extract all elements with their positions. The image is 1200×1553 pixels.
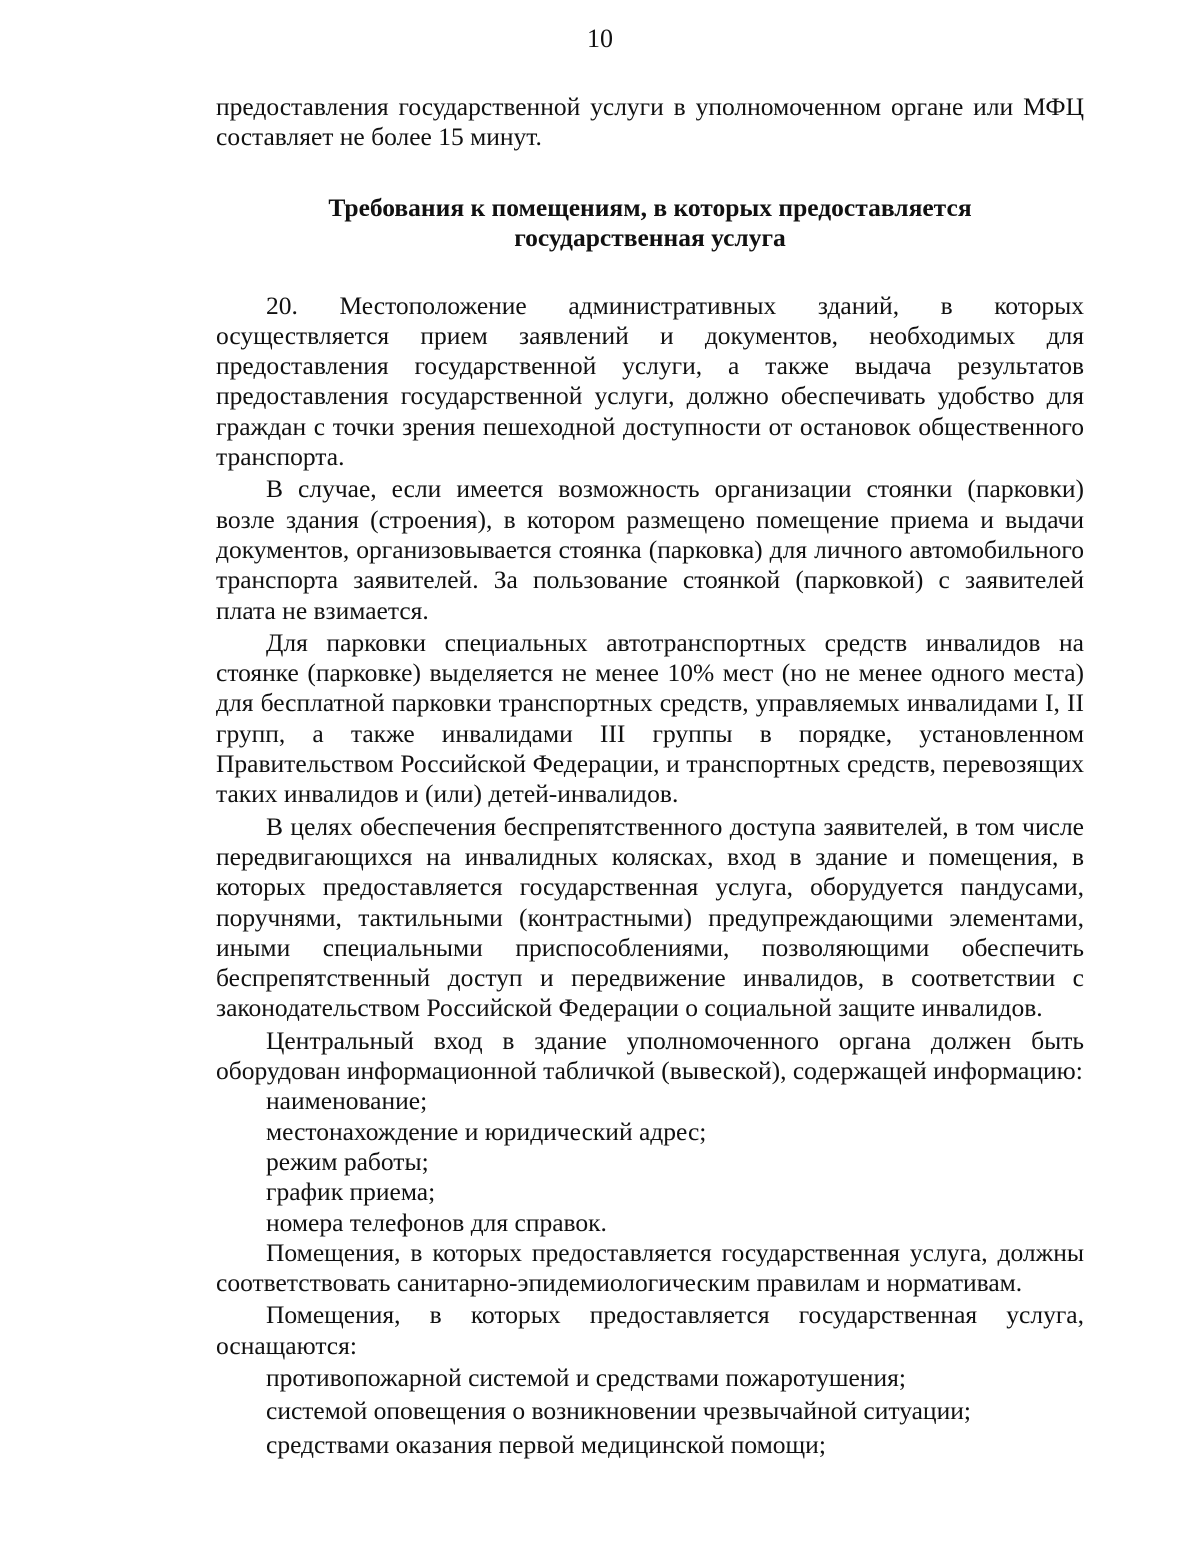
list-item: режим работы; [266, 1146, 429, 1176]
sign-info-list [216, 1086, 1084, 1237]
paragraph-entrance-sign: Центральный вход в здание уполномоченного органа должен быть оборудован информационной табличкой (вывеской), содержащей информацию: [216, 1025, 1084, 1086]
paragraph-disabled-parking: Для парковки специальных автотранспортных средств инвалидов на стоянке (парковке) выделяется не менее 10% мест (но не менее одного места) для бесплатной парковки транспортных средств, управляемых инвалидами I, II групп, а также инвалидами III группы в порядке, установленном Правительством Российской Федерации, и транспортных средств, перевозящих таких инвалидов и (или) детей-инвалидов. [216, 627, 1084, 809]
list-item: системой оповещения о возникновении чрезвычайной ситуации; [266, 1396, 971, 1426]
list-item: местонахождение и юридический адрес; [266, 1116, 707, 1146]
section-heading-line-1: Требования к помещениям, в которых предоставляется [328, 192, 972, 222]
list-item: номера телефонов для справок. [266, 1207, 607, 1237]
section-heading [216, 193, 1084, 253]
section-heading-line-2: государственная услуга [514, 222, 786, 252]
paragraph-equipment: Помещения, в которых предоставляется государственная услуга, оснащаются: [216, 1300, 1084, 1360]
paragraph-20-location: 20. Местоположение административных зданий, в которых осуществляется прием заявлений и документов, необходимых для предоставления государственной услуги, а также выдача результатов предоставления государственной услуги, должно обеспечивать удобство для граждан с точки зрения пешеходной доступности от остановок общественного транспорта. [216, 290, 1084, 472]
intro-paragraph: предоставления государственной услуги в уполномоченном органе или МФЦ составляет не более 15 минут. [216, 92, 1084, 152]
list-item: наименование; [266, 1086, 428, 1116]
paragraph-parking: В случае, если имеется возможность организации стоянки (парковки) возле здания (строения), в котором размещено помещение приема и выдачи документов, организовывается стоянка (парковка) для личного автомобильного транспорта заявителей. За пользование стоянкой (парковкой) с заявителей плата не взимается. [216, 474, 1084, 625]
list-item: график приема; [266, 1177, 436, 1207]
list-item: противопожарной системой и средствами пожаротушения; [266, 1362, 906, 1392]
document-body [216, 92, 1084, 1463]
paragraph-sanitary: Помещения, в которых предоставляется государственная услуга, должны соответствовать санитарно-эпидемиологическим правилам и нормативам. [216, 1237, 1084, 1298]
page-number: 10 [587, 24, 613, 53]
paragraph-accessibility: В целях обеспечения беспрепятственного доступа заявителей, в том числе передвигающихся на инвалидных колясках, вход в здание и помещения, в которых предоставляется государственная услуга, оборудуется пандусами, поручнями, тактильными (контрастными) предупреждающими элементами, иными специальными приспособлениями, позволяющими обеспечить беспрепятственный доступ и передвижение инвалидов, в соответствии с законодательством Российской Федерации о социальной защите инвалидов. [216, 811, 1084, 1023]
list-item: средствами оказания первой медицинской помощи; [266, 1429, 826, 1459]
equipment-list [216, 1363, 1084, 1460]
